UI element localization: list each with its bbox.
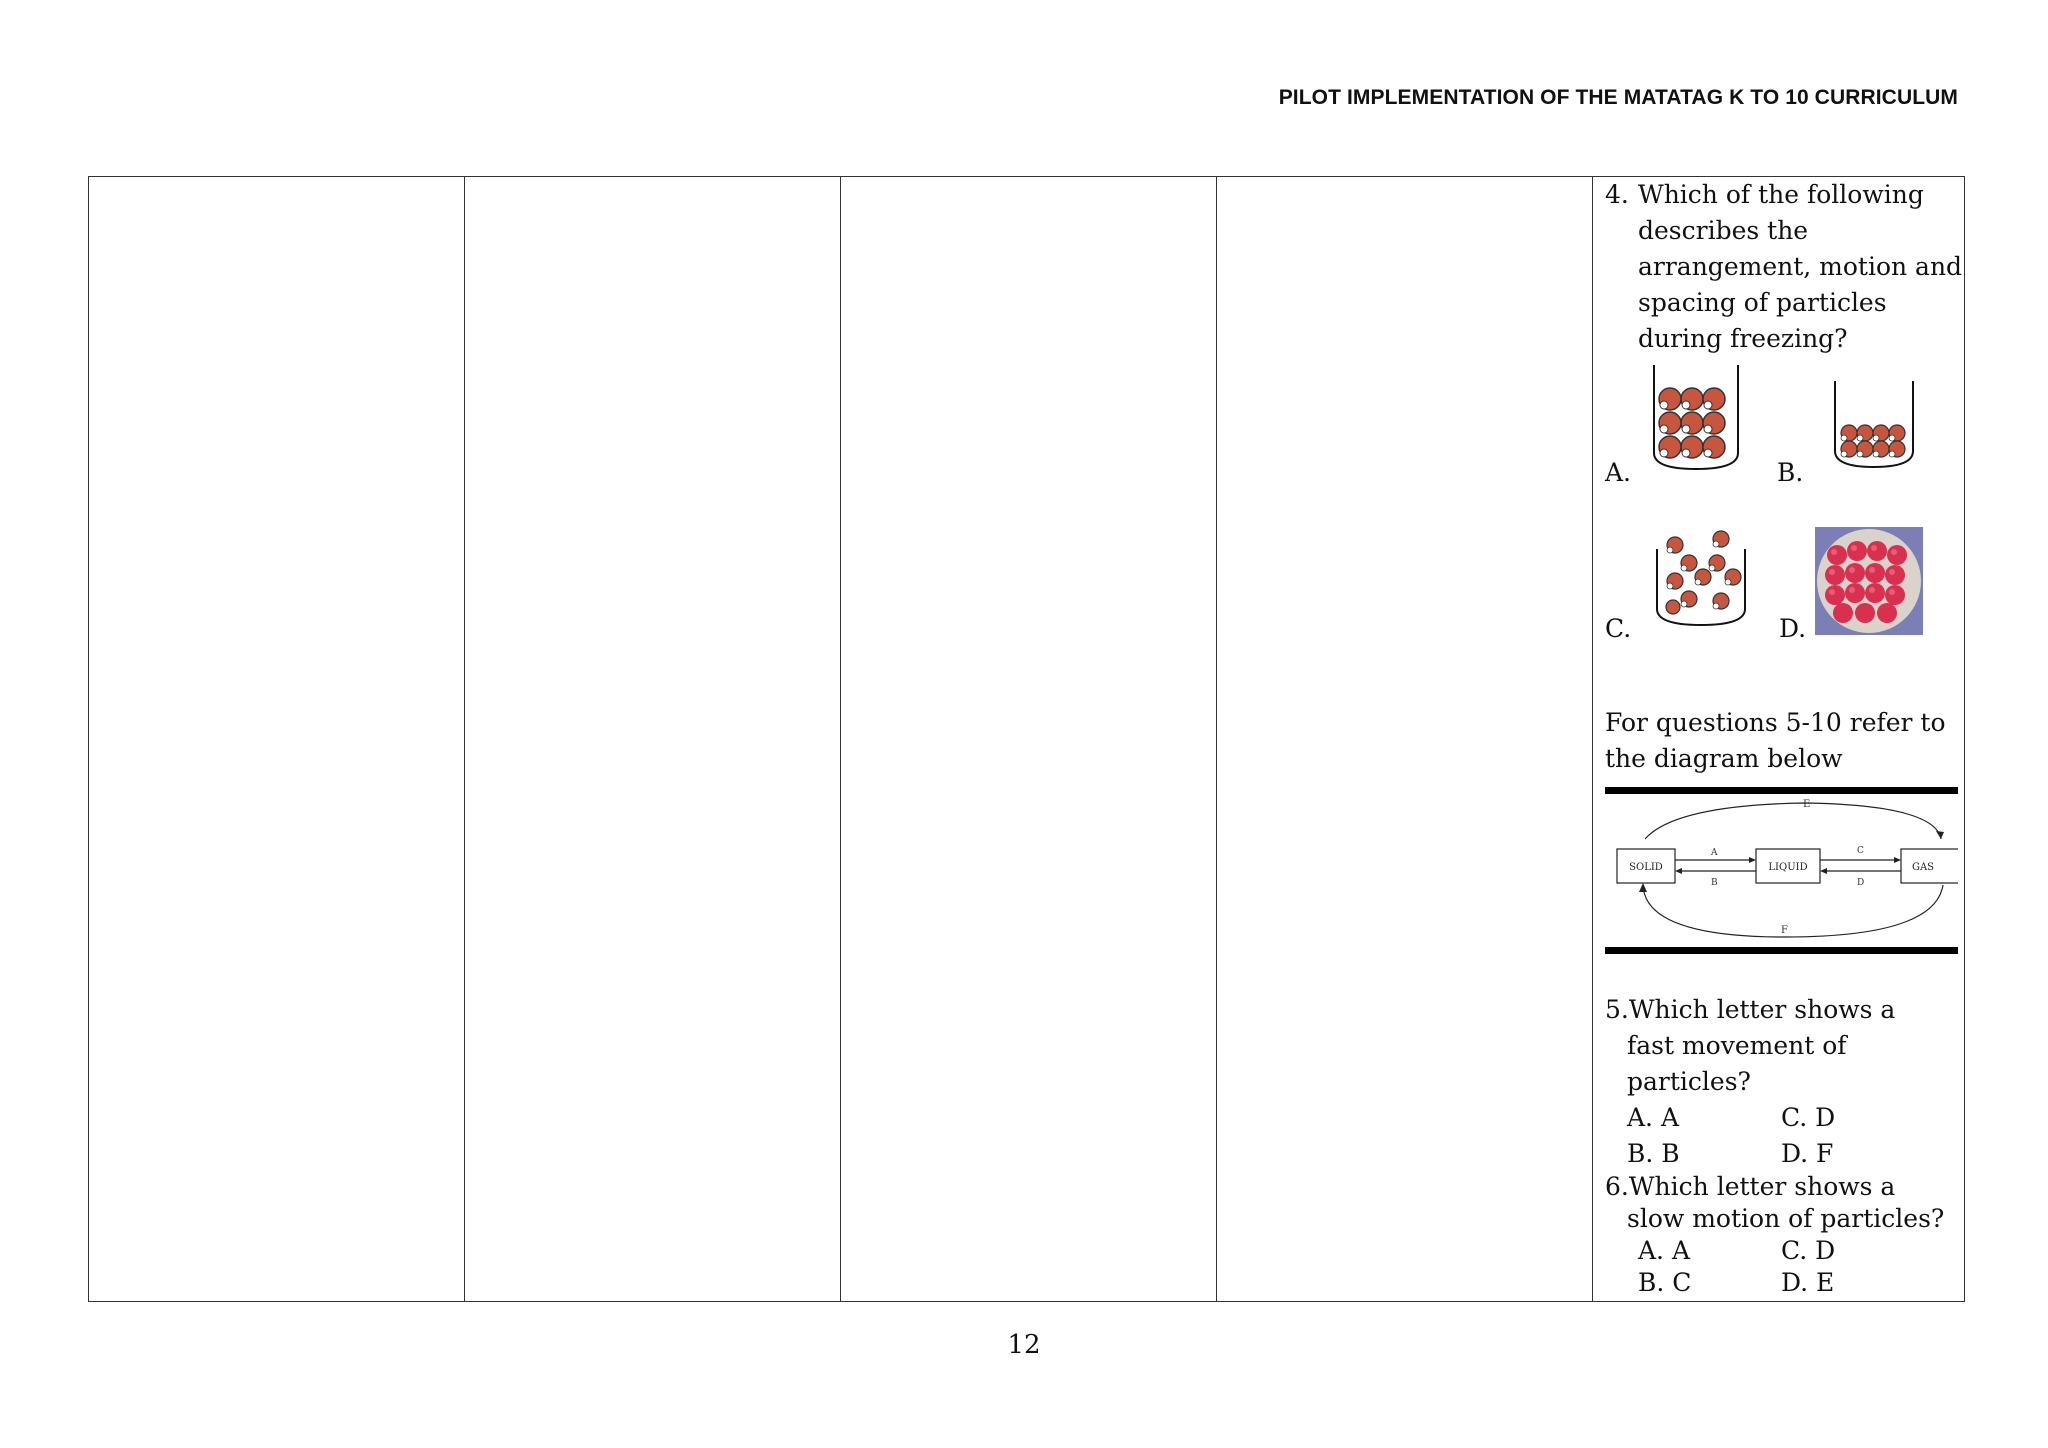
- arrow-label-b: B: [1711, 878, 1718, 888]
- empty-cell-1: [89, 177, 465, 1302]
- question-6-option-b: B. C: [1638, 1268, 1692, 1297]
- empty-cell-2: [465, 177, 841, 1302]
- question-6-option-a: A. A: [1638, 1236, 1691, 1265]
- question-5-line-3: particles?: [1627, 1067, 1751, 1096]
- question-5-option-a: A. A: [1627, 1103, 1680, 1132]
- box-gas-label: GAS: [1911, 862, 1935, 873]
- arrow-label-a: A: [1711, 848, 1718, 858]
- option-d-label: D.: [1779, 614, 1807, 643]
- question-5-option-c: C. D: [1781, 1103, 1836, 1132]
- arrow-label-f: F: [1781, 925, 1788, 936]
- question-5-line-1: 5.Which letter shows a: [1605, 995, 1896, 1024]
- arrow-label-e: E: [1803, 799, 1811, 810]
- raspberries-on-plate-image: [1815, 527, 1923, 635]
- question-5-line-2: fast movement of: [1627, 1031, 1847, 1060]
- question-5-option-d: D. F: [1781, 1139, 1834, 1168]
- question-4-text: Which of the following describes the arrangement, motion and spacing of particles during freezing?: [1638, 180, 1963, 353]
- lesson-table: [88, 176, 1965, 1302]
- question-6-option-d: D. E: [1781, 1268, 1835, 1297]
- page-number: 12: [1007, 1330, 1041, 1360]
- question-6-line-2: slow motion of particles?: [1627, 1204, 1945, 1233]
- arrow-label-c: C: [1857, 846, 1864, 856]
- question-5-options-row-1: [1605, 1100, 1965, 1136]
- option-b-label: B.: [1777, 458, 1804, 487]
- option-c-label: C.: [1605, 614, 1632, 643]
- box-solid-label: SOLID: [1629, 862, 1663, 873]
- refer-instruction: For questions 5-10 refer to the diagram below: [1605, 708, 1946, 773]
- question-6: [1605, 1171, 1975, 1299]
- question-6-options-row-1: [1605, 1235, 1975, 1267]
- question-4-number: 4.: [1605, 180, 1629, 209]
- question-5-options-row-2: [1605, 1136, 1965, 1172]
- question-6-option-c: C. D: [1781, 1236, 1836, 1265]
- option-a-label: A.: [1605, 458, 1632, 487]
- beaker-particles-packed-tall-image: [1646, 361, 1746, 473]
- empty-cell-3: [841, 177, 1217, 1302]
- question-5-option-b: B. B: [1627, 1139, 1680, 1168]
- question-5: [1605, 992, 1965, 1172]
- arrow-label-d: D: [1857, 878, 1865, 888]
- beaker-particles-spread-image: [1649, 521, 1753, 629]
- beaker-particles-packed-bottom-image: [1829, 377, 1919, 473]
- empty-cell-4: [1217, 177, 1593, 1302]
- assessment-cell: [1593, 177, 1965, 1302]
- box-liquid-label: LIQUID: [1768, 862, 1808, 873]
- question-6-options-row-2: [1605, 1267, 1975, 1299]
- question-6-line-1: 6.Which letter shows a: [1605, 1172, 1896, 1201]
- phase-change-diagram: [1605, 787, 1958, 957]
- page-header: PILOT IMPLEMENTATION OF THE MATATAG K TO 10 CURRICULUM: [1278, 86, 1958, 109]
